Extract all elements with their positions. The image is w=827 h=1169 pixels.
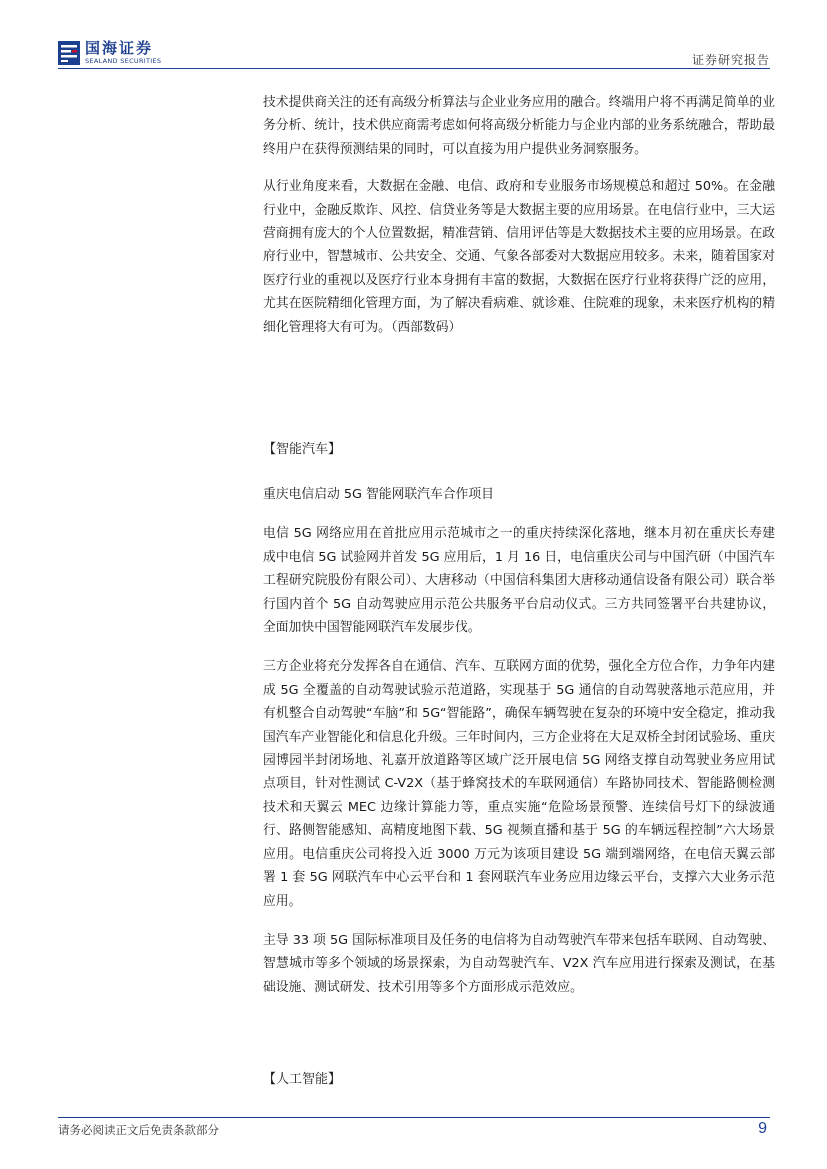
page-number: 9 <box>758 1120 767 1137</box>
disclaimer-note: 请务必阅读正文后免责条款部分 <box>58 1123 219 1137</box>
report-type-label: 证券研究报告 <box>691 53 770 67</box>
page-header <box>58 38 770 68</box>
company-logo <box>58 38 161 68</box>
sealand-logo-icon <box>58 41 80 65</box>
smart-car-content <box>263 483 775 999</box>
paragraph-5g-launch: 电信 5G 网络应用在首批应用示范城市之一的重庆持续深化落地，继本月初在重庆长寿建成中电信 5G 试验网并首发 5G 应用后，1 月 16 日，电信重庆公司与中国汽研（中国汽车工程研究院股份有限公司）、大唐移动（中国信科集团大唐移动通信设备有限公司）联合举行国内首个 5G 自动驾驶应用示范公共服务平台启动仪式。三方共同签署平台共建协议，全面加快中国智能网联汽车发展步伐。 <box>263 526 775 636</box>
paragraph-analytics: 技术提供商关注的还有高级分析算法与企业业务应用的融合。终端用户将不再满足简单的业务分析、统计，技术供应商需考虑如何将高级分析能力与企业内部的业务系统融合，帮助最终用户在获得预测结果的同时，可以直接为用户提供业务洞察服务。 <box>263 95 775 157</box>
section-title-ai: 【人工智能】 <box>263 1072 342 1087</box>
paragraph-industry: 从行业角度来看，大数据在金融、电信、政府和专业服务市场规模总和超过 50%。在金融行业中，金融反欺诈、风控、信贷业务等是大数据主要的应用场景。在电信行业中，三大运营商拥有庞大的个人位置数据，精准营销、信用评估等是大数据技术主要的应用场景。在政府行业中，智慧城市、公共安全、交通、气象各部委对大数据应用较多。未来，随着国家对医疗行业的重视以及医疗行业本身拥有丰富的数据，大数据在医疗行业将获得广泛的应用，尤其在医院精细化管理方面，为了解决看病难、就诊难、住院难的现象，未来医疗机构的精细化管理将大有可为。（西部数码） <box>263 179 775 335</box>
footer-divider <box>58 1117 770 1118</box>
news-title-chongqing-telecom: 重庆电信启动 5G 智能网联汽车合作项目 <box>263 487 494 502</box>
logo-english-name: SEALAND SECURITIES <box>85 57 162 66</box>
logo-chinese-name: 国海证券 <box>85 39 154 58</box>
main-content <box>263 91 775 339</box>
paragraph-standards: 主导 33 项 5G 国际标准项目及任务的电信将为自动驾驶汽车带来包括车联网、自动驾驶、智慧城市等多个领域的场景探索，为自动驾驶汽车、V2X 汽车应用进行探索及测试，在基础设施、测试研发、技术引用等多个方面形成示范效应。 <box>263 932 775 995</box>
header-divider <box>58 68 770 69</box>
section-title-smart-car: 【智能汽车】 <box>263 442 342 457</box>
paragraph-cooperation: 三方企业将充分发挥各自在通信、汽车、互联网方面的优势，强化全方位合作，力争年内建成 5G 全覆盖的自动驾驶试验示范道路，实现基于 5G 通信的自动驾驶落地示范应用，并有机整合自动驾驶“车脑”和 5G“智能路”，确保车辆驾驶在复杂的环境中安全稳定，推动我国汽车产业智能化和信息化升级。三年时间内，三方企业将在大足双桥全封闭试验场、重庆园博园半封闭场地、礼嘉开放道路等区域广泛开展电信 5G 网络支撑自动驾驶业务应用试点项目，针对性测试 C-V2X（基于蜂窝技术的车联网通信）车路协同技术、智能路侧检测技术和天翼云 MEC 边缘计算能力等，重点实施“危险场景预警、连续信号灯下的绿波通行、路侧智能感知、高精度地图下载、5G 视频直播和基于 5G 的车辆远程控制”六大场景应用。电信重庆公司将投入近 3000 万元为该项目建设 5G 端到端网络，在电信天翼云部署 1 套 5G 网联汽车中心云平台和 1 套网联汽车业务应用边缘云平台，支撑六大业务示范应用。 <box>263 659 775 909</box>
